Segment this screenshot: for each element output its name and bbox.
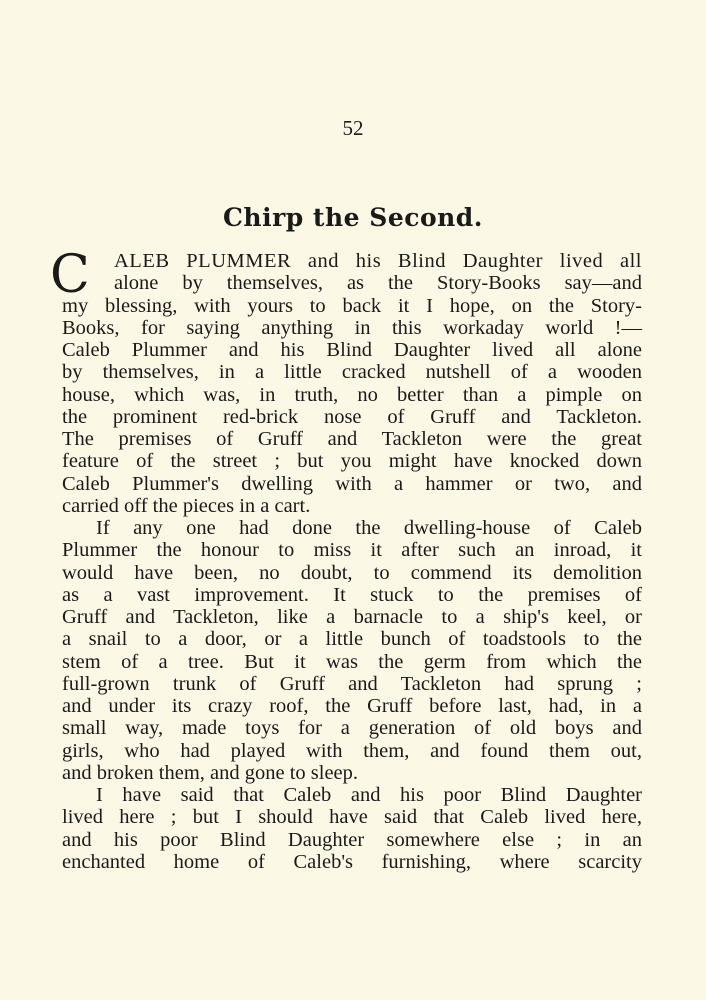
text-line: a snail to a door, or a little bunch of toadstools to the	[62, 628, 642, 651]
body-text	[50, 245, 642, 873]
text-line: and under its crazy roof, the Gruff before last, had, in a	[62, 695, 642, 717]
text-line: as a vast improvement. It stuck to the premises of	[62, 583, 642, 606]
text-line: by themselves, in a little cracked nutshell of a wooden	[62, 361, 642, 384]
text-line: house, which was, in truth, no better than a pimple on	[62, 383, 642, 406]
text-line: lived here ; but I should have said that Caleb lived here,	[62, 806, 642, 829]
text-line: ALEB PLUMMER and his Blind Daughter lived all	[114, 250, 642, 272]
text-line: stem of a tree. But it was the germ from which the	[62, 650, 642, 673]
text-line: small way, made toys for a generation of old boys and	[62, 717, 642, 740]
text-line: I have said that Caleb and his poor Blind Daughter	[96, 784, 642, 806]
text-line: The premises of Gruff and Tackleton were the great	[62, 428, 642, 450]
text-line: and broken them, and gone to sleep.	[62, 761, 359, 784]
text-line: my blessing, with yours to back it I hope, on the Story-	[62, 294, 642, 317]
text-line: Caleb Plummer and his Blind Daughter lived all alone	[62, 339, 642, 361]
text-line: alone by themselves, as the Story-Books say—and	[114, 272, 642, 295]
text-line: carried off the pieces in a cart.	[62, 494, 311, 517]
text-line: would have been, no doubt, to commend its demolition	[62, 561, 642, 584]
text-line: feature of the street ; but you might have knocked down	[62, 450, 642, 473]
drop-cap: C	[50, 245, 90, 305]
text-line: enchanted home of Caleb's furnishing, where scarcity	[62, 850, 642, 873]
text-line: Plummer the honour to miss it after such an inroad, it	[62, 539, 642, 562]
page-number: 52	[342, 116, 364, 140]
chapter-title: Chirp the Second.	[223, 203, 483, 232]
text-line: and his poor Blind Daughter somewhere else ; in an	[62, 828, 642, 851]
text-line: full-grown trunk of Gruff and Tackleton had sprung ;	[62, 672, 642, 695]
text-line: Gruff and Tackleton, like a barnacle to a ship's keel, or	[62, 606, 642, 628]
text-line: Caleb Plummer's dwelling with a hammer or two, and	[62, 472, 642, 495]
text-line: Books, for saying anything in this workaday world !—	[62, 316, 642, 339]
text-line: the prominent red-brick nose of Gruff and Tackleton.	[62, 405, 642, 428]
text-line: girls, who had played with them, and found them out,	[62, 739, 642, 762]
text-line: If any one had done the dwelling-house of Caleb	[96, 517, 642, 539]
